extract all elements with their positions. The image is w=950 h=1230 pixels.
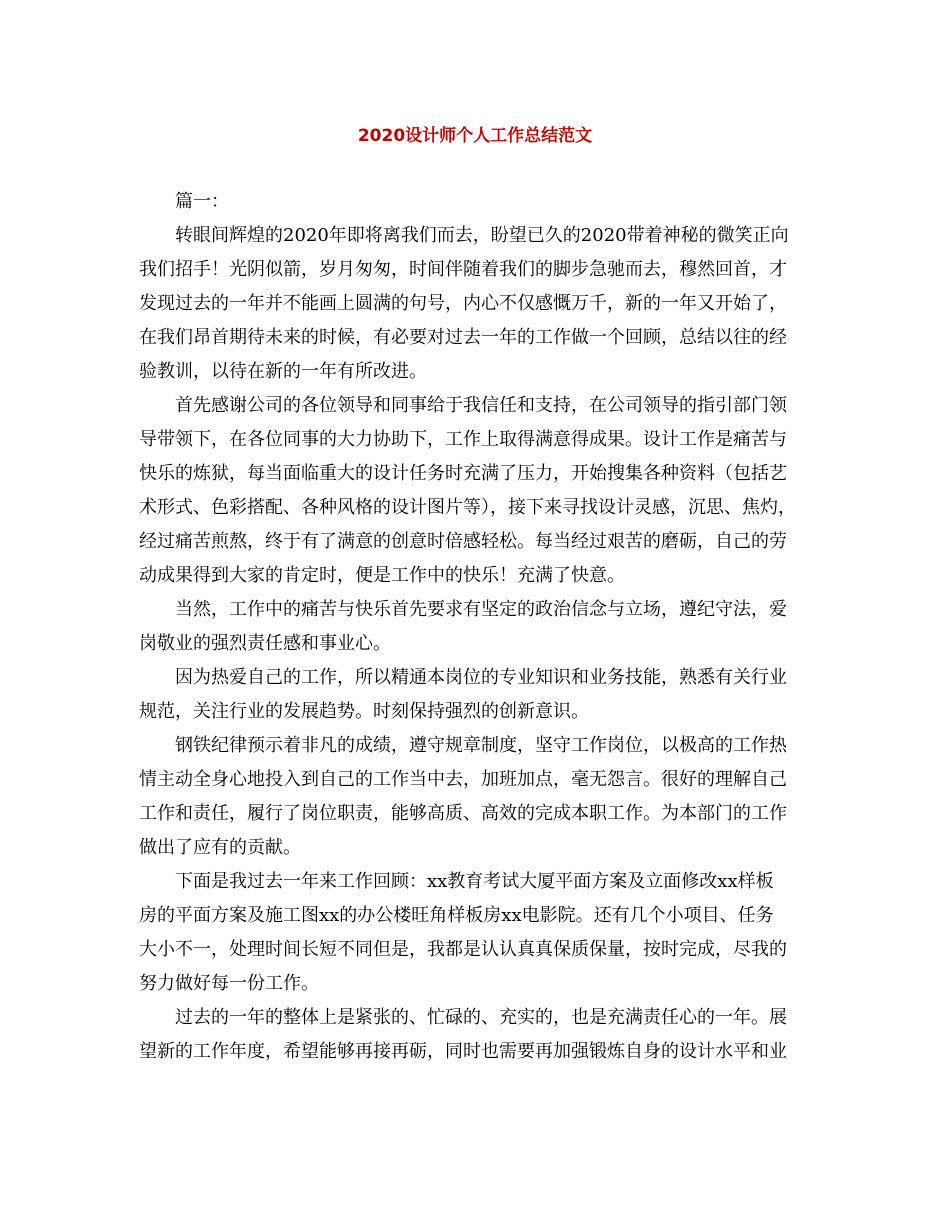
body-line: 当然，工作中的痛苦与快乐首先要求有坚定的政治信念与立场，遵纪守法，爱 bbox=[175, 599, 787, 620]
body-line: 望新的工作年度，希望能够再接再砺，同时也需要再加强锻炼自身的设计水平和业 bbox=[139, 1041, 787, 1062]
body-line: 下面是我过去一年来工作回顾：xx教育考试大厦平面方案及立面修改xx样板 bbox=[175, 871, 774, 892]
body-line: 验教训，以待在新的一年有所改进。 bbox=[139, 361, 427, 382]
body-line: 篇一： bbox=[175, 191, 229, 212]
body-line: 导带领下，在各位同事的大力协助下，工作上取得满意得成果。设计工作是痛苦与 bbox=[139, 429, 787, 450]
body-line: 过去的一年的整体上是紧张的、忙碌的、充实的，也是充满责任心的一年。展 bbox=[175, 1007, 787, 1028]
body-line: 钢铁纪律预示着非凡的成绩，遵守规章制度，坚守工作岗位，以极高的工作热 bbox=[175, 735, 787, 756]
body-line: 转眼间辉煌的2020年即将离我们而去，盼望已久的2020带着神秘的微笑正向 bbox=[175, 225, 789, 246]
document-title: 2020设计师个人工作总结范文 bbox=[357, 126, 593, 146]
body-line: 首先感谢公司的各位领导和同事给于我信任和支持，在公司领导的指引部门领 bbox=[175, 395, 787, 416]
body-line: 在我们昂首期待未来的时候，有必要对过去一年的工作做一个回顾，总结以往的经 bbox=[139, 327, 787, 348]
document-body bbox=[139, 185, 815, 1069]
body-line: 因为热爱自己的工作，所以精通本岗位的专业知识和业务技能，熟悉有关行业 bbox=[175, 667, 787, 688]
body-line: 动成果得到大家的肯定时，便是工作中的快乐！充满了快意。 bbox=[139, 565, 625, 586]
body-line: 我们招手！光阴似箭，岁月匆匆，时间伴随着我们的脚步急驰而去，穆然回首，才 bbox=[139, 259, 787, 280]
body-line: 大小不一，处理时间长短不同但是，我都是认认真真保质保量，按时完成，尽我的 bbox=[139, 939, 787, 960]
body-line: 术形式、色彩搭配、各种风格的设计图片等），接下来寻找设计灵感，沉思、焦灼， bbox=[139, 497, 796, 518]
body-line: 规范，关注行业的发展趋势。时刻保持强烈的创新意识。 bbox=[139, 701, 589, 722]
body-line: 工作和责任，履行了岗位职责，能够高质、高效的完成本职工作。为本部门的工作 bbox=[139, 803, 787, 824]
body-line: 房的平面方案及施工图xx的办公楼旺角样板房xx电影院。还有几个小项目、任务 bbox=[139, 905, 774, 926]
body-line: 快乐的炼狱，每当面临重大的设计任务时充满了压力，开始搜集各种资料（包括艺 bbox=[139, 463, 787, 484]
body-line: 岗敬业的强烈责任感和事业心。 bbox=[139, 633, 391, 654]
body-line: 做出了应有的贡献。 bbox=[139, 837, 301, 858]
body-line: 努力做好每一份工作。 bbox=[139, 973, 319, 994]
body-line: 情主动全身心地投入到自己的工作当中去，加班加点，毫无怨言。很好的理解自己 bbox=[139, 769, 787, 790]
body-line: 经过痛苦煎熬，终于有了满意的创意时倍感轻松。每当经过艰苦的磨砺，自己的劳 bbox=[139, 531, 787, 552]
body-line: 发现过去的一年并不能画上圆满的句号，内心不仅感慨万千，新的一年又开始了， bbox=[139, 293, 787, 314]
